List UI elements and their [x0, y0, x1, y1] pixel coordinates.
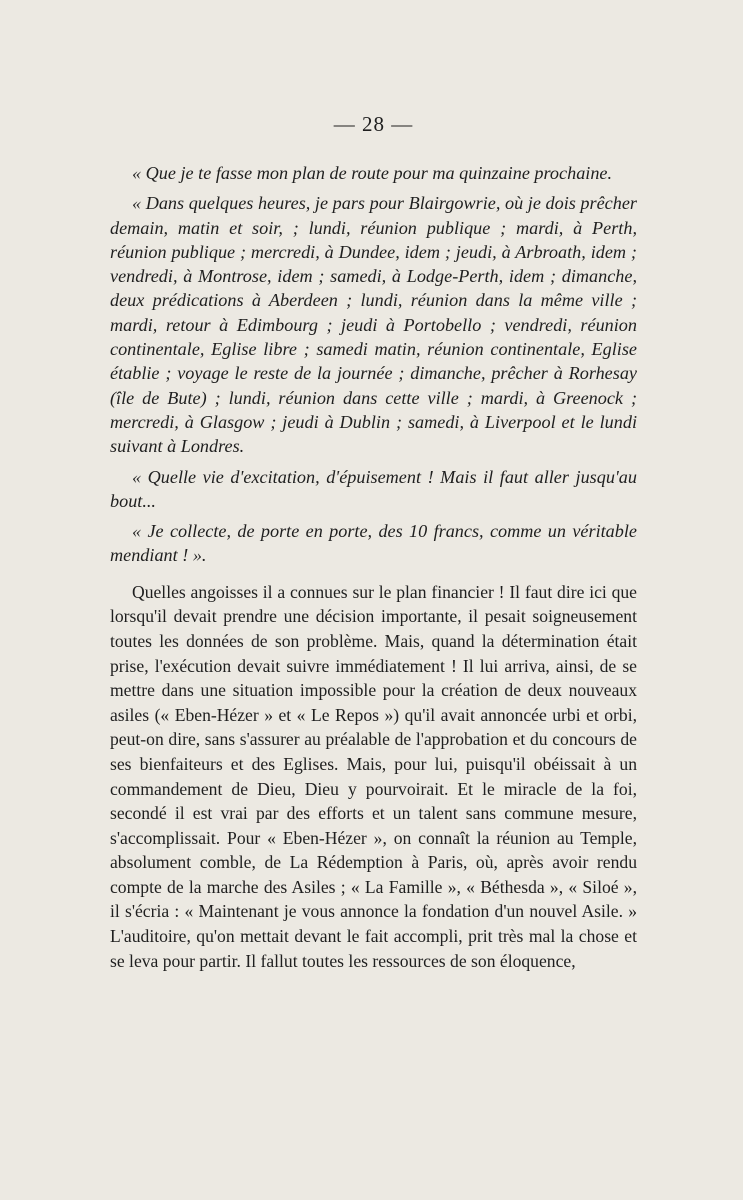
quote-paragraph: « Je collecte, de porte en porte, des 10 francs, comme un véritable mendiant ! ». [110, 521, 637, 566]
quote-paragraph: « Dans quelques heures, je pars pour Blairgowrie, où je dois prêcher demain, matin et soir, ; lundi, réunion publique ; mardi, à Perth, réunion publique ; mercredi, à Dundee, idem ; jeudi, à Arbroath, idem ; vendredi, à Montrose, idem ; samedi, à Lodge-Perth, idem ; dimanche, deux prédications à Aberdeen ; lundi, réunion dans la même ville ; mardi, retour à Edimbourg ; jeudi à Portobello ; vendredi, réunion continentale, Eglise libre ; samedi matin, réunion continentale, Eglise établie ; voyage le reste de la journée ; dimanche, prêcher à Rorhesay (île de Bute) ; lundi, réunion dans cette ville ; mardi, à Greenock ; mercredi, à Glasgow ; jeudi à Dublin ; samedi, à Liverpool et le lundi suivant à Londres. [110, 193, 637, 457]
body-paragraph: Quelles angoisses il a connues sur le plan financier ! Il faut dire ici que lorsqu'il devait prendre une décision importante, il pesait soigneusement toutes les données de son problème. Mais, quand la détermination était prise, l'exécution devait suivre immédiatement ! Il lui arriva, ainsi, de se mettre dans une situation impossible pour la création de deux nouveaux asiles (« Eben-Hézer » et « Le Repos ») qu'il avait annoncée urbi et orbi, peut-on dire, sans s'assurer au préalable de l'approbation et du concours de ses bienfaiteurs et des Eglises. Mais, pour lui, puisqu'il obéissait à un commandement de Dieu, Dieu y pourvoirait. Et le miracle de la foi, secondé il est vrai par des efforts et un talent sans commune mesure, s'accomplissait. Pour « Eben-Hézer », on connaît la réunion au Temple, absolument comble, de La Rédemption à Paris, où, après avoir rendu compte de la marche des Asiles ; « La Famille », « Béthesda », « Siloé », il s'écria : « Maintenant je vous annonce la fondation d'un nouvel Asile. » L'auditoire, qu'on mettait devant le fait accompli, prit très mal la chose et se leva pour partir. Il fallut toutes les ressources de son éloquence, [110, 581, 637, 971]
page-number: — 28 — [333, 112, 414, 136]
quote-paragraph: « Que je te fasse mon plan de route pour ma quinzaine prochaine. [132, 163, 613, 183]
quoted-letter [110, 161, 637, 568]
quote-paragraph: « Quelle vie d'excitation, d'épuisement ! Mais il faut aller jusqu'au bout... [110, 466, 637, 511]
